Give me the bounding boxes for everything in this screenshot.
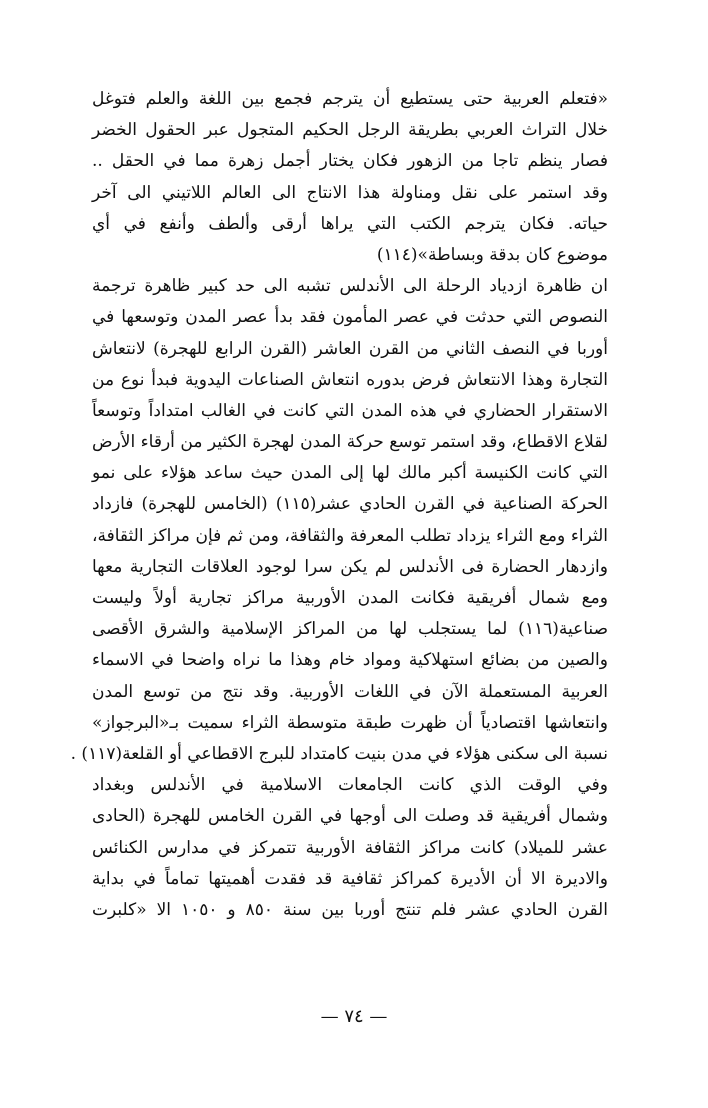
text-line: الحركة الصناعية في القرن الحادي عشر(١١٥) (الخامس للهجرة) فازداد — [92, 494, 608, 515]
text-line: «فتعلم العربية حتى يستطيع أن يترجم فجمع بين اللغة والعلم فتوغل — [92, 89, 608, 109]
text-line: أوربا في النصف الثاني من القرن العاشر (القرن الرابع للهجرة) لانتعاش — [92, 338, 608, 359]
text-line: وازدهار الحضارة فى الأندلس لم يكن سرا لوجود العلاقات التجارية معها — [92, 556, 608, 577]
text-line: القرن الحادي عشر فلم تنتج أوربا بين سنة ٨٥٠ و ١٠٥٠ الا «كلبرت — [92, 899, 608, 920]
text-line: التي كانت الكنيسة أكبر مالك لها إلى المدن حيث ساعد هؤلاء على نمو — [92, 463, 608, 484]
text-line: عشر للميلاد) كانت مراكز الثقافة الأوربية تتمركز في مدارس الكنائس — [92, 837, 608, 858]
text-line: وفي الوقت الذي كانت الجامعات الاسلامية في الأندلس وبغداد — [92, 775, 608, 796]
text-line: فصار ينظم تاجا من الزهور فكان يختار أجمل زهرة مما في الحقل .. — [92, 151, 608, 172]
text-line: النصوص التي حدثت في عصر المأمون فقد بدأ عصر المدن وتوسعها في — [92, 307, 608, 328]
text-line: خلال التراث العربي بطريقة الرجل الحكيم المتجول عبر الحقول الخضر — [92, 120, 608, 141]
text-line: وشمال أفريقية قد وصلت الى أوجها في القرن الخامس للهجرة (الحادى — [92, 806, 608, 827]
text-line: الاستقرار الحضاري في هذه المدن التي كانت في الغالب امتداداً وتوسعاً — [92, 400, 608, 421]
text-line: نسبة الى سكنى هؤلاء في مدن بنيت كامتداد للبرج الاقطاعي أو القلعة(١١٧) . — [70, 743, 608, 764]
page-number: — ٧٤ — — [320, 1006, 388, 1027]
text-line: التجارة وهذا الانتعاش فرض بدوره انتعاش الصناعات اليدوية فبدأ نوع من — [92, 369, 608, 390]
text-line: والاديرة الا أن الأديرة كمراكز ثقافية قد فقدت أهميتها تماماً في بداية — [92, 868, 608, 889]
text-line: العربية المستعملة الآن في اللغات الأوربية. وقد نتج من توسع المدن — [92, 681, 608, 702]
text-line: موضوع كان بدقة وبساطة»(١١٤) — [376, 244, 608, 265]
body-text — [70, 84, 608, 926]
text-line: وانتعاشها اقتصادياً أن ظهرت طبقة متوسطة الثراء سميت بـ«البرجواز» — [92, 712, 608, 733]
text-line: صناعية(١١٦) لما يستجلب لها من المراكز الإسلامية والشرق الأقصى — [92, 619, 608, 640]
text-line: الثراء ومع الثراء يزداد تطلب المعرفة والثقافة، ومن ثم فإن مراكز الثقافة، — [92, 525, 608, 546]
text-line: وقد استمر على نقل ومناولة هذا الانتاج الى العالم اللاتيني الى آخر — [92, 182, 608, 203]
text-line: لقلاع الاقطاع، وقد استمر توسع حركة المدن لهجرة الكثير من أرقاء الأرض — [92, 432, 608, 453]
text-line: ان ظاهرة ازدياد الرحلة الى الأندلس تشبه الى حد كبير ظاهرة ترجمة — [92, 276, 608, 297]
text-line: والصين من بضائع استهلاكية ومواد خام وهذا ما نراه واضحا في الاسماء — [92, 650, 608, 671]
text-line: حياته. فكان يترجم الكتب التي يراها أرقى وألطف وأنفع في أي — [92, 213, 608, 234]
text-line: ومع شمال أفريقية فكانت المدن الأوربية مراكز تجارية أولاً وليست — [92, 588, 608, 608]
